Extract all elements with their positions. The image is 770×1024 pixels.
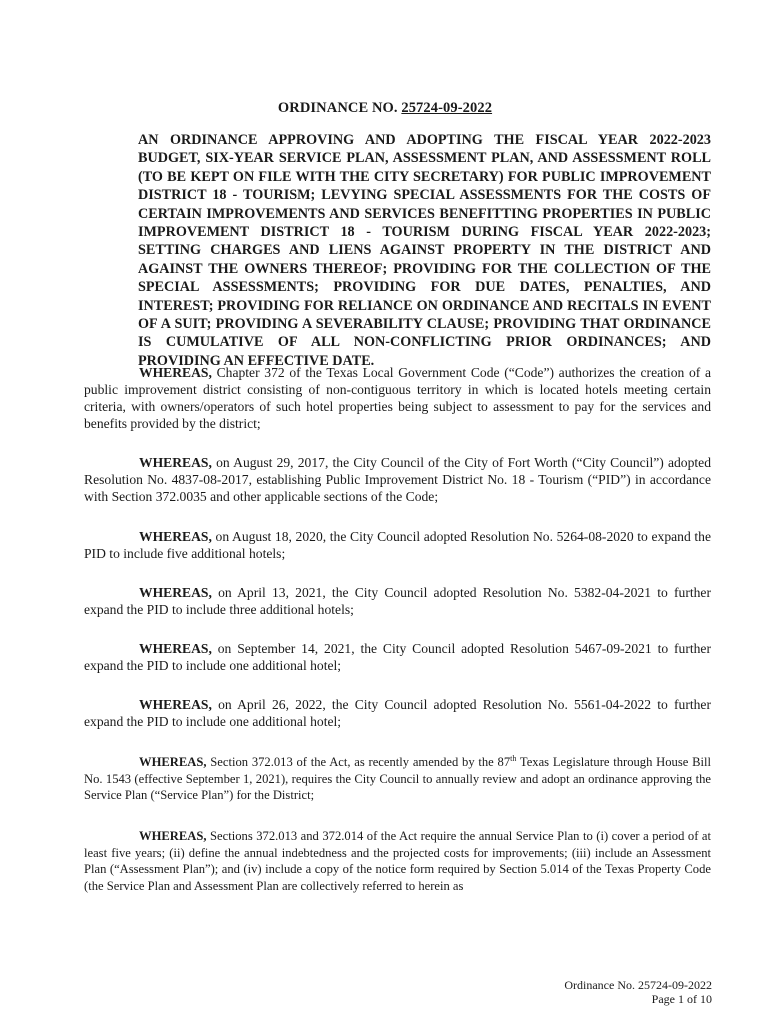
whereas-lead: WHEREAS, (139, 697, 212, 712)
paragraph-text: on August 29, 2017, the City Council of the City of Fort Worth (“City Council”) adopted Resolution No. 4837-08-2017, establishing Public Improvement District No. 18 - Tourism (“PID”) in accordance with Section 372.0035 and other applicable sections of the Code; (84, 455, 711, 504)
paragraph-text: on August 18, 2020, the City Council adopted Resolution No. 5264-08-2020 to expand the PID to include five additional hotels; (84, 529, 711, 561)
paragraph-text-continued: Texas Legislature through House Bill No. 1543 (effective September 1, 2021), requires the City Council to annually review and adopt an ordinance approving the Service Plan (“Service Plan”) for the District; (84, 755, 711, 802)
ordinance-title (0, 100, 770, 117)
whereas-paragraph-2 (84, 454, 711, 505)
superscript-th: th (510, 753, 517, 763)
paragraph-text: on April 26, 2022, the City Council adopted Resolution No. 5561-04-2022 to further expand the PID to include one additional hotel; (84, 697, 711, 729)
paragraph-text: on September 14, 2021, the City Council adopted Resolution 5467-09-2021 to further expand the PID to include one additional hotel; (84, 641, 711, 673)
whereas-lead: WHEREAS, (139, 455, 212, 470)
whereas-lead: WHEREAS, (139, 365, 212, 380)
whereas-paragraph-7 (84, 754, 711, 804)
whereas-lead: WHEREAS, (139, 641, 212, 656)
ordinance-number: 25724-09-2022 (401, 100, 493, 116)
whereas-lead: WHEREAS, (139, 529, 212, 544)
footer-page-number: Page 1 of 10 (651, 992, 712, 1006)
ordinance-caption: AN ORDINANCE APPROVING AND ADOPTING THE FISCAL YEAR 2022-2023 BUDGET, SIX-YEAR SERVICE PLAN, ASSESSMENT PLAN, AND ASSESSMENT ROLL (TO BE KEPT ON FILE WITH THE CITY SECRETARY) FOR PUBLIC IMPROVEMENT DISTRICT 18 - TOURISM; LEVYING SPECIAL ASSESSMENTS FOR THE COSTS OF CERTAIN IMPROVEMENTS AND SERVICES BENEFITTING PROPERTIES IN PUBLIC IMPROVEMENT DISTRICT 18 - TOURISM DURING FISCAL YEAR 2022-2023; SETTING CHARGES AND LIENS AGAINST PROPERTY IN THE DISTRICT AND AGAINST THE OWNERS THEREOF; PROVIDING FOR THE COLLECTION OF THE SPECIAL ASSESSMENTS; PROVIDING FOR DUE DATES, PENALTIES, AND INTEREST; PROVIDING FOR RELIANCE ON ORDINANCE AND RECITALS IN EVENT OF A SUIT; PROVIDING A SEVERABILITY CLAUSE; PROVIDING THAT ORDINANCE IS CUMULATIVE OF ALL NON-CONFLICTING PRIOR ORDINANCES; AND PROVIDING AN EFFECTIVE DATE. (138, 132, 711, 369)
paragraph-text: Chapter 372 of the Texas Local Government Code (“Code”) authorizes the creation of a public improvement district consisting of non-contiguous territory in which is located hotels meeting certain criteria, with owners/operators of such hotel properties being subject to assessment to pay for the services and benefits provided by the district; (84, 365, 711, 431)
whereas-paragraph-5 (84, 640, 711, 674)
whereas-lead: WHEREAS, (139, 755, 207, 769)
paragraph-text: on April 13, 2021, the City Council adopted Resolution No. 5382-04-2021 to further expand the PID to include three additional hotels; (84, 585, 711, 617)
ordinance-title-prefix: ORDINANCE NO. (277, 100, 402, 116)
whereas-paragraph-6 (84, 696, 711, 730)
whereas-lead: WHEREAS, (139, 585, 212, 600)
whereas-paragraph-4 (84, 584, 711, 618)
paragraph-text: Section 372.013 of the Act, as recently amended by the 87 (206, 755, 511, 769)
paragraph-text: Sections 372.013 and 372.014 of the Act require the annual Service Plan to (i) cover a period of at least five years; (ii) define the annual indebtedness and the projected costs for improvements; (iii) include an Assessment Plan (“Assessment Plan”); and (iv) include a copy of the notice form required by Section 5.014 of the Texas Property Code (the Service Plan and Assessment Plan are collectively referred to herein as (84, 829, 711, 893)
whereas-paragraph-3 (84, 528, 711, 562)
whereas-paragraph-1 (84, 364, 711, 432)
whereas-paragraph-8 (84, 828, 711, 894)
footer-ordinance-number: Ordinance No. 25724-09-2022 (564, 978, 712, 992)
whereas-lead: WHEREAS, (139, 829, 207, 843)
page-footer (564, 978, 712, 1006)
